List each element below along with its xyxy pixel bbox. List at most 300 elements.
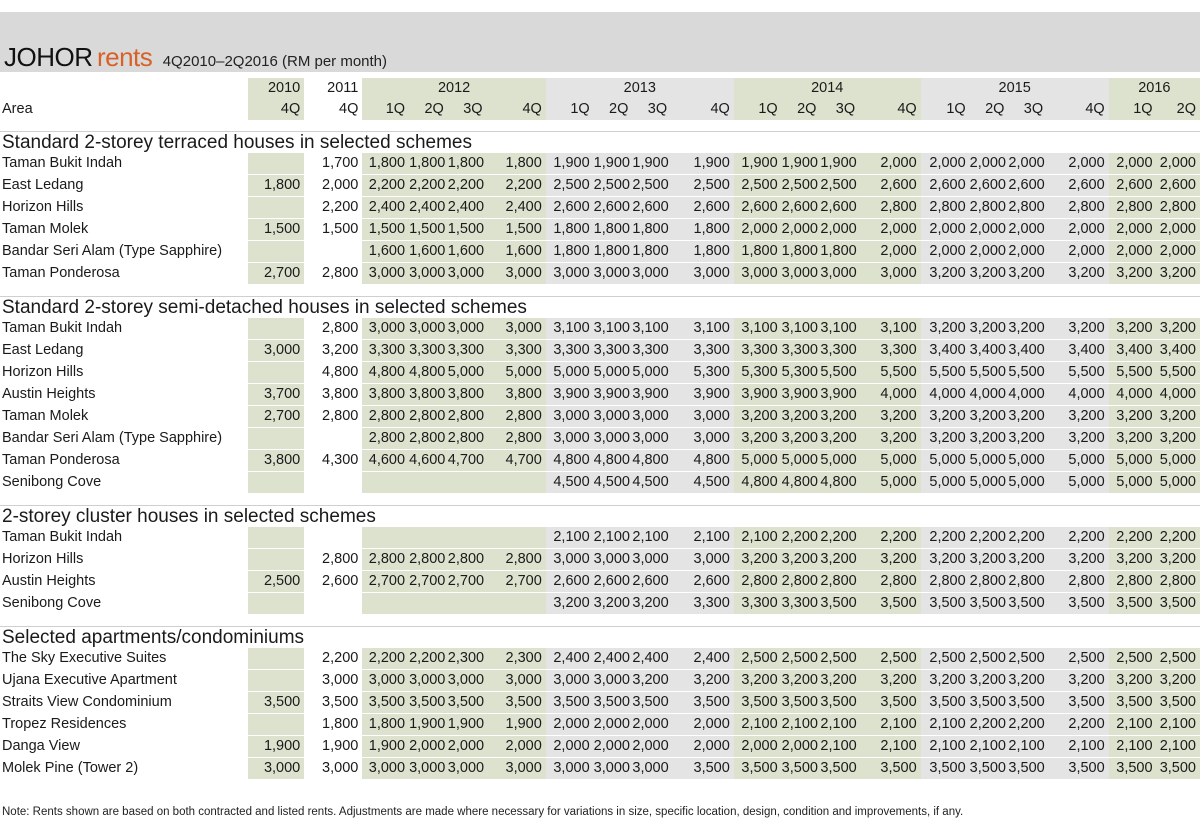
- rent-value: [487, 593, 546, 615]
- rent-value: 3,500: [1157, 593, 1200, 615]
- rent-value: 3,000: [248, 758, 304, 780]
- rent-value: 3,900: [734, 384, 782, 406]
- section-title: Selected apartments/condominiums: [0, 627, 1200, 649]
- rent-value: 2,800: [409, 406, 448, 428]
- rent-value: 3,100: [820, 318, 859, 340]
- rent-value: 3,000: [409, 263, 448, 285]
- rent-value: 2,200: [1047, 527, 1109, 549]
- rent-value: 2,800: [362, 549, 409, 571]
- rent-value: 2,200: [782, 527, 821, 549]
- rent-value: 1,800: [782, 241, 821, 263]
- rent-value: 3,200: [1157, 406, 1200, 428]
- rent-value: 3,200: [859, 428, 921, 450]
- quarter-header: 1Q: [546, 99, 594, 120]
- rent-value: 3,000: [448, 318, 487, 340]
- rent-value: 2,200: [820, 527, 859, 549]
- rent-value: 3,200: [1008, 318, 1047, 340]
- rent-value: 2,000: [1047, 241, 1109, 263]
- rent-value: 2,100: [970, 736, 1009, 758]
- rent-value: 1,900: [782, 153, 821, 175]
- rent-value: [304, 472, 362, 494]
- rent-value: 2,000: [1109, 153, 1157, 175]
- rent-value: 3,900: [632, 384, 671, 406]
- rent-value: 3,800: [487, 384, 546, 406]
- rent-value: 3,000: [782, 263, 821, 285]
- rent-value: 2,600: [1109, 175, 1157, 197]
- rent-value: 1,600: [487, 241, 546, 263]
- rent-value: 3,000: [671, 263, 734, 285]
- rent-value: 2,000: [782, 219, 821, 241]
- rent-value: 2,000: [782, 736, 821, 758]
- rent-value: 2,200: [409, 175, 448, 197]
- rent-value: 5,000: [782, 450, 821, 472]
- rent-value: 2,000: [734, 736, 782, 758]
- rent-value: 3,200: [820, 670, 859, 692]
- rent-value: 1,800: [632, 219, 671, 241]
- rent-value: 3,300: [632, 340, 671, 362]
- rent-value: 2,100: [546, 527, 594, 549]
- section-spacer: [0, 285, 1200, 297]
- rent-value: 2,100: [859, 736, 921, 758]
- rent-value: 3,000: [546, 670, 594, 692]
- rent-value: 5,000: [820, 450, 859, 472]
- rent-value: 3,000: [594, 428, 633, 450]
- rent-value: 2,800: [921, 197, 970, 219]
- section-header-row: [0, 297, 1200, 319]
- rent-value: 4,800: [362, 362, 409, 384]
- rent-value: 3,100: [734, 318, 782, 340]
- rent-value: 3,000: [304, 670, 362, 692]
- rent-value: 4,800: [546, 450, 594, 472]
- rent-value: 2,600: [734, 197, 782, 219]
- rent-value: 3,400: [970, 340, 1009, 362]
- rent-value: 1,900: [671, 153, 734, 175]
- rent-value: 4,800: [409, 362, 448, 384]
- rent-value: 3,200: [632, 593, 671, 615]
- rent-value: 1,800: [734, 241, 782, 263]
- quarter-header: 4Q: [248, 99, 304, 120]
- rent-value: 2,800: [409, 428, 448, 450]
- rent-value: 3,000: [448, 263, 487, 285]
- rent-value: 3,500: [921, 692, 970, 714]
- rent-value: 3,000: [594, 406, 633, 428]
- section-title: Standard 2-storey terraced houses in selected schemes: [0, 132, 1200, 154]
- table-row: [0, 714, 1200, 736]
- rent-value: 2,000: [970, 219, 1009, 241]
- rent-value: 2,500: [734, 648, 782, 670]
- rent-value: 3,400: [1047, 340, 1109, 362]
- section-header-row: [0, 506, 1200, 528]
- rent-value: 3,000: [671, 406, 734, 428]
- rent-value: 2,000: [546, 736, 594, 758]
- rent-value: 2,600: [1008, 175, 1047, 197]
- rent-value: [409, 472, 448, 494]
- table-row: [0, 241, 1200, 263]
- rent-value: 3,500: [970, 758, 1009, 780]
- rent-value: 3,800: [409, 384, 448, 406]
- rent-value: 2,800: [487, 428, 546, 450]
- rent-value: 3,500: [248, 692, 304, 714]
- rent-value: 2,800: [448, 406, 487, 428]
- rent-value: 1,800: [820, 241, 859, 263]
- rent-value: 2,500: [248, 571, 304, 593]
- rent-value: 2,100: [734, 714, 782, 736]
- rent-value: 5,500: [921, 362, 970, 384]
- rent-value: 2,400: [448, 197, 487, 219]
- table-row: [0, 670, 1200, 692]
- rent-value: 2,200: [970, 527, 1009, 549]
- rent-value: 3,200: [632, 670, 671, 692]
- rent-value: 3,500: [970, 593, 1009, 615]
- rent-value: 3,200: [734, 670, 782, 692]
- rent-value: 2,400: [546, 648, 594, 670]
- rent-value: 2,500: [1157, 648, 1200, 670]
- rent-value: 2,400: [362, 197, 409, 219]
- rent-value: 3,200: [859, 670, 921, 692]
- rent-value: 2,000: [1109, 241, 1157, 263]
- rent-value: 3,900: [782, 384, 821, 406]
- quarter-header: 3Q: [632, 99, 671, 120]
- table-row: [0, 384, 1200, 406]
- rent-value: 3,500: [1008, 593, 1047, 615]
- rent-value: [248, 593, 304, 615]
- rent-value: 3,300: [409, 340, 448, 362]
- rent-value: 2,400: [409, 197, 448, 219]
- rent-value: 2,100: [820, 736, 859, 758]
- rent-value: 3,200: [921, 263, 970, 285]
- rent-value: 4,500: [546, 472, 594, 494]
- rent-value: 2,800: [1047, 197, 1109, 219]
- rent-value: 2,100: [859, 714, 921, 736]
- rent-value: 4,300: [304, 450, 362, 472]
- quarter-header: 3Q: [820, 99, 859, 120]
- table-row: [0, 406, 1200, 428]
- rent-value: 3,200: [921, 318, 970, 340]
- rent-value: 3,900: [671, 384, 734, 406]
- rent-value: 2,400: [671, 648, 734, 670]
- rent-value: 2,100: [1047, 736, 1109, 758]
- rent-value: 5,500: [1047, 362, 1109, 384]
- rent-value: 3,000: [248, 340, 304, 362]
- rent-value: 1,800: [632, 241, 671, 263]
- rent-value: 2,200: [1047, 714, 1109, 736]
- rent-value: 2,000: [859, 219, 921, 241]
- rent-value: 2,100: [921, 736, 970, 758]
- rent-value: 2,600: [820, 197, 859, 219]
- rent-value: 3,200: [1109, 549, 1157, 571]
- rent-value: 3,200: [1008, 406, 1047, 428]
- rent-value: 3,500: [859, 593, 921, 615]
- rent-value: 3,500: [487, 692, 546, 714]
- rent-value: 5,000: [921, 472, 970, 494]
- rent-value: 3,500: [859, 758, 921, 780]
- rent-value: 4,800: [734, 472, 782, 494]
- rent-value: 2,500: [594, 175, 633, 197]
- rent-value: 3,500: [1109, 593, 1157, 615]
- area-name: Tropez Residences: [0, 714, 248, 736]
- quarter-header-row: [0, 99, 1200, 120]
- rent-value: 2,800: [1047, 571, 1109, 593]
- rent-value: 2,000: [1008, 219, 1047, 241]
- rent-value: 3,000: [632, 263, 671, 285]
- rent-value: 1,900: [546, 153, 594, 175]
- area-name: Horizon Hills: [0, 362, 248, 384]
- rent-value: 2,000: [448, 736, 487, 758]
- rent-value: 2,000: [632, 736, 671, 758]
- rent-value: 1,900: [362, 736, 409, 758]
- rent-value: 4,800: [632, 450, 671, 472]
- table-row: [0, 263, 1200, 285]
- area-name: Taman Bukit Indah: [0, 318, 248, 340]
- rent-value: 3,500: [820, 692, 859, 714]
- section-title: 2-storey cluster houses in selected schemes: [0, 506, 1200, 528]
- rent-value: 2,600: [859, 175, 921, 197]
- rent-value: 3,300: [546, 340, 594, 362]
- rent-value: 3,200: [782, 428, 821, 450]
- rent-value: 3,200: [970, 549, 1009, 571]
- rent-value: [248, 241, 304, 263]
- rent-value: 3,500: [362, 692, 409, 714]
- table-row: [0, 450, 1200, 472]
- table-row: [0, 549, 1200, 571]
- quarter-header: 4Q: [671, 99, 734, 120]
- rent-value: [248, 153, 304, 175]
- rent-value: 3,500: [304, 692, 362, 714]
- rent-value: 3,000: [594, 549, 633, 571]
- rent-value: 2,600: [1047, 175, 1109, 197]
- rent-value: 2,000: [409, 736, 448, 758]
- rent-value: 3,000: [594, 758, 633, 780]
- rent-value: 2,600: [546, 571, 594, 593]
- rent-value: 3,200: [734, 549, 782, 571]
- rent-value: 3,500: [1008, 758, 1047, 780]
- area-name: Bandar Seri Alam (Type Sapphire): [0, 241, 248, 263]
- rent-value: 1,800: [448, 153, 487, 175]
- year-header: 2011: [304, 78, 362, 99]
- rent-value: 2,500: [734, 175, 782, 197]
- rent-value: 3,000: [362, 318, 409, 340]
- rent-value: 2,300: [487, 648, 546, 670]
- area-name: Austin Heights: [0, 384, 248, 406]
- rent-value: 2,100: [921, 714, 970, 736]
- rent-value: 2,000: [921, 241, 970, 263]
- rent-value: 3,500: [782, 758, 821, 780]
- rent-value: 3,200: [1047, 428, 1109, 450]
- rent-value: [487, 527, 546, 549]
- rent-value: 4,000: [859, 384, 921, 406]
- rent-value: 3,500: [1047, 758, 1109, 780]
- rent-value: 3,000: [632, 406, 671, 428]
- year-header: 2010: [248, 78, 304, 99]
- area-name: Straits View Condominium: [0, 692, 248, 714]
- rent-value: 1,800: [248, 175, 304, 197]
- rent-value: 2,400: [594, 648, 633, 670]
- rent-value: [248, 527, 304, 549]
- rent-value: 2,800: [487, 549, 546, 571]
- rent-value: 3,200: [1109, 670, 1157, 692]
- year-header: 2014: [734, 78, 921, 99]
- rent-value: [448, 472, 487, 494]
- rent-value: 3,000: [546, 428, 594, 450]
- rent-value: 3,200: [1008, 263, 1047, 285]
- section-title: Standard 2-storey semi-detached houses in selected schemes: [0, 297, 1200, 319]
- table-row: [0, 340, 1200, 362]
- rent-value: 3,200: [1047, 406, 1109, 428]
- rent-value: 3,200: [782, 670, 821, 692]
- rent-value: 2,800: [970, 571, 1009, 593]
- rent-value: 5,000: [970, 472, 1009, 494]
- rent-value: 4,800: [820, 472, 859, 494]
- rent-value: 3,200: [859, 406, 921, 428]
- rent-value: 2,800: [304, 263, 362, 285]
- rent-value: 2,600: [671, 571, 734, 593]
- rent-value: 2,600: [970, 175, 1009, 197]
- rent-value: 2,000: [671, 714, 734, 736]
- rent-value: 4,800: [594, 450, 633, 472]
- rent-value: 3,500: [594, 692, 633, 714]
- rent-value: [248, 428, 304, 450]
- footnote: Note: Rents shown are based on both contracted and listed rents. Adjustments are made where necessary for variations in size, specific location, design, condition and improvements, if any.: [2, 806, 964, 818]
- rent-value: 3,000: [546, 758, 594, 780]
- rent-value: 1,800: [546, 241, 594, 263]
- table-row: [0, 472, 1200, 494]
- rent-value: 5,000: [734, 450, 782, 472]
- rent-value: [362, 527, 409, 549]
- rent-value: 1,800: [409, 153, 448, 175]
- rent-value: 3,400: [921, 340, 970, 362]
- area-name: Senibong Cove: [0, 472, 248, 494]
- quarter-header: 4Q: [304, 99, 362, 120]
- rent-value: [487, 472, 546, 494]
- rent-value: 2,000: [1157, 219, 1200, 241]
- rent-value: 5,000: [1109, 450, 1157, 472]
- rent-value: 2,000: [594, 714, 633, 736]
- rent-value: 2,600: [632, 197, 671, 219]
- rent-value: 4,500: [671, 472, 734, 494]
- rent-value: 2,800: [1109, 197, 1157, 219]
- rent-value: 3,000: [734, 263, 782, 285]
- rent-value: 2,800: [734, 571, 782, 593]
- rent-value: 3,200: [1109, 263, 1157, 285]
- rent-value: 3,300: [859, 340, 921, 362]
- table-row: [0, 428, 1200, 450]
- rent-value: 2,000: [1008, 153, 1047, 175]
- area-name: East Ledang: [0, 340, 248, 362]
- rent-value: 3,400: [1109, 340, 1157, 362]
- rent-value: 2,100: [594, 527, 633, 549]
- rent-value: 3,200: [1008, 549, 1047, 571]
- quarter-header: 4Q: [1047, 99, 1109, 120]
- rent-value: 2,800: [487, 406, 546, 428]
- title-subtitle: 4Q2010–2Q2016 (RM per month): [162, 53, 388, 70]
- rent-value: 1,900: [248, 736, 304, 758]
- rent-value: 3,200: [1157, 428, 1200, 450]
- section-spacer: [0, 494, 1200, 506]
- rent-value: 2,800: [1008, 197, 1047, 219]
- rent-value: 3,000: [671, 428, 734, 450]
- rent-value: 1,500: [409, 219, 448, 241]
- rent-value: 2,800: [304, 406, 362, 428]
- rent-value: 4,600: [362, 450, 409, 472]
- rents-table: [0, 78, 1200, 780]
- table-row: [0, 758, 1200, 780]
- rent-value: 5,500: [859, 362, 921, 384]
- rent-value: 3,200: [1157, 670, 1200, 692]
- rent-value: 2,100: [1008, 736, 1047, 758]
- page-title: [4, 42, 387, 73]
- rent-value: 2,000: [970, 153, 1009, 175]
- rent-value: 2,200: [859, 527, 921, 549]
- rent-value: 1,700: [304, 153, 362, 175]
- rent-value: 5,000: [1047, 472, 1109, 494]
- rent-value: 2,800: [782, 571, 821, 593]
- rent-value: 3,200: [820, 406, 859, 428]
- rent-value: 5,000: [1008, 450, 1047, 472]
- rent-value: [409, 593, 448, 615]
- rent-value: 3,700: [248, 384, 304, 406]
- rent-value: 2,800: [1157, 571, 1200, 593]
- rent-value: 2,600: [921, 175, 970, 197]
- rent-value: [304, 428, 362, 450]
- rent-value: 2,000: [734, 219, 782, 241]
- rent-value: 2,800: [859, 571, 921, 593]
- rent-value: 3,200: [1047, 549, 1109, 571]
- rent-value: 3,800: [248, 450, 304, 472]
- rent-value: 5,000: [1047, 450, 1109, 472]
- rent-value: 2,000: [671, 736, 734, 758]
- rent-value: 1,500: [448, 219, 487, 241]
- area-name: Horizon Hills: [0, 197, 248, 219]
- rent-value: 5,500: [1157, 362, 1200, 384]
- rent-value: 3,200: [970, 428, 1009, 450]
- rent-value: 2,400: [487, 197, 546, 219]
- rent-value: 3,800: [362, 384, 409, 406]
- rent-value: 3,100: [782, 318, 821, 340]
- rent-value: 5,300: [734, 362, 782, 384]
- rent-value: 2,200: [1008, 714, 1047, 736]
- rent-value: 3,000: [448, 758, 487, 780]
- rent-value: 3,200: [1157, 263, 1200, 285]
- rent-value: 4,000: [1157, 384, 1200, 406]
- area-name: Austin Heights: [0, 571, 248, 593]
- rent-value: 3,000: [546, 263, 594, 285]
- rent-value: 3,200: [1008, 670, 1047, 692]
- rent-value: 3,800: [304, 384, 362, 406]
- rent-value: 2,200: [1008, 527, 1047, 549]
- rent-value: 3,500: [632, 692, 671, 714]
- rent-value: 3,500: [921, 758, 970, 780]
- rent-value: 3,300: [487, 340, 546, 362]
- rent-value: 3,000: [487, 263, 546, 285]
- rent-value: 2,600: [782, 197, 821, 219]
- rent-value: [248, 362, 304, 384]
- rent-value: [448, 527, 487, 549]
- rent-value: 4,000: [1109, 384, 1157, 406]
- area-name: Taman Bukit Indah: [0, 527, 248, 549]
- rent-value: 5,000: [632, 362, 671, 384]
- quarter-header: 3Q: [1008, 99, 1047, 120]
- rent-value: 3,300: [671, 593, 734, 615]
- quarter-header: 4Q: [859, 99, 921, 120]
- year-header-row: [0, 78, 1200, 99]
- rent-value: 2,700: [362, 571, 409, 593]
- rent-value: 2,800: [859, 197, 921, 219]
- quarter-header: 4Q: [487, 99, 546, 120]
- table-row: [0, 219, 1200, 241]
- rent-value: 4,700: [448, 450, 487, 472]
- rent-value: 2,000: [859, 153, 921, 175]
- area-name: Ujana Executive Apartment: [0, 670, 248, 692]
